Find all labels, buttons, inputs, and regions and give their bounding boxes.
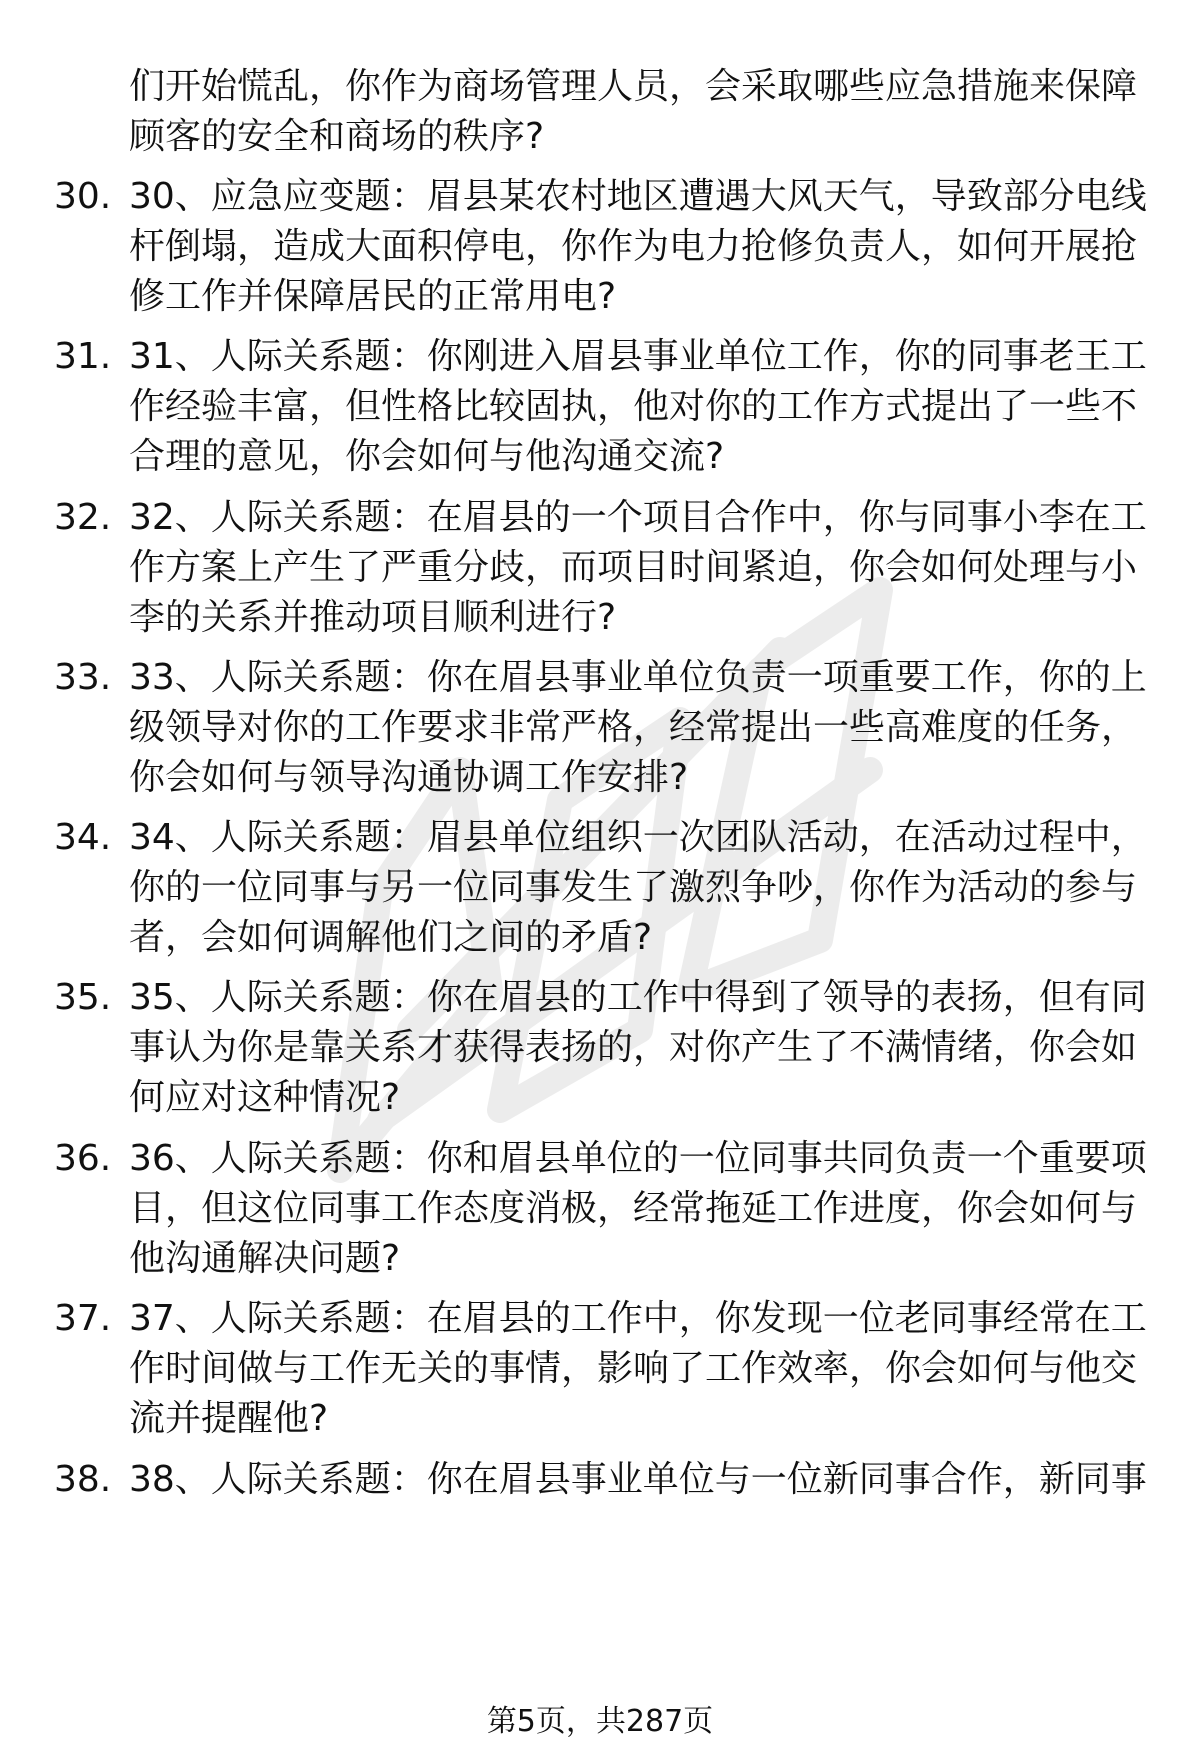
item-text: 30、应急应变题：眉县某农村地区遭遇大风天气，导致部分电线杆倒塌，造成大面积停电，你作为电力抢修负责人，如何开展抢修工作并保障居民的正常用电? <box>129 176 1147 317</box>
item-number: 31. <box>54 336 112 377</box>
item-number: 35. <box>54 977 112 1018</box>
item-text: 38、人际关系题：你在眉县事业单位与一位新同事合作，新同事 <box>129 1459 1147 1500</box>
item-number: 37. <box>54 1298 112 1339</box>
item-number: 36. <box>54 1138 112 1179</box>
item-number: 30. <box>54 176 112 217</box>
item-text: 36、人际关系题：你和眉县单位的一位同事共同负责一个重要项目，但这位同事工作态度消极，经常拖延工作进度，你会如何与他沟通解决问题? <box>129 1138 1147 1279</box>
item-text: 37、人际关系题：在眉县的工作中，你发现一位老同事经常在工作时间做与工作无关的事情，影响了工作效率，你会如何与他交流并提醒他? <box>129 1298 1147 1439</box>
item-number: 32. <box>54 497 112 538</box>
item-number: 38. <box>54 1459 112 1500</box>
item-number: 33. <box>54 657 112 698</box>
item-text: 31、人际关系题：你刚进入眉县事业单位工作，你的同事老王工作经验丰富，但性格比较固执，他对你的工作方式提出了一些不合理的意见，你会如何与他沟通交流? <box>129 336 1147 477</box>
item-number: 34. <box>54 817 112 858</box>
item-text: 32、人际关系题：在眉县的一个项目合作中，你与同事小李在工作方案上产生了严重分歧，而项目时间紧迫，你会如何处理与小李的关系并推动项目顺利进行? <box>129 497 1147 638</box>
item-text: 35、人际关系题：你在眉县的工作中得到了领导的表扬，但有同事认为你是靠关系才获得表扬的，对你产生了不满情绪，你会如何应对这种情况? <box>129 977 1147 1118</box>
item-text: 34、人际关系题：眉县单位组织一次团队活动，在活动过程中，你的一位同事与另一位同事发生了激烈争吵，你作为活动的参与者，会如何调解他们之间的矛盾? <box>129 817 1147 958</box>
item-text: 33、人际关系题：你在眉县事业单位负责一项重要工作，你的上级领导对你的工作要求非常严格，经常提出一些高难度的任务，你会如何与领导沟通协调工作安排? <box>129 657 1147 798</box>
page-number-footer: 第5页，共287页 <box>486 1704 714 1739</box>
continuation-paragraph: 们开始慌乱，你作为商场管理人员，会采取哪些应急措施来保障顾客的安全和商场的秩序? <box>129 66 1138 157</box>
